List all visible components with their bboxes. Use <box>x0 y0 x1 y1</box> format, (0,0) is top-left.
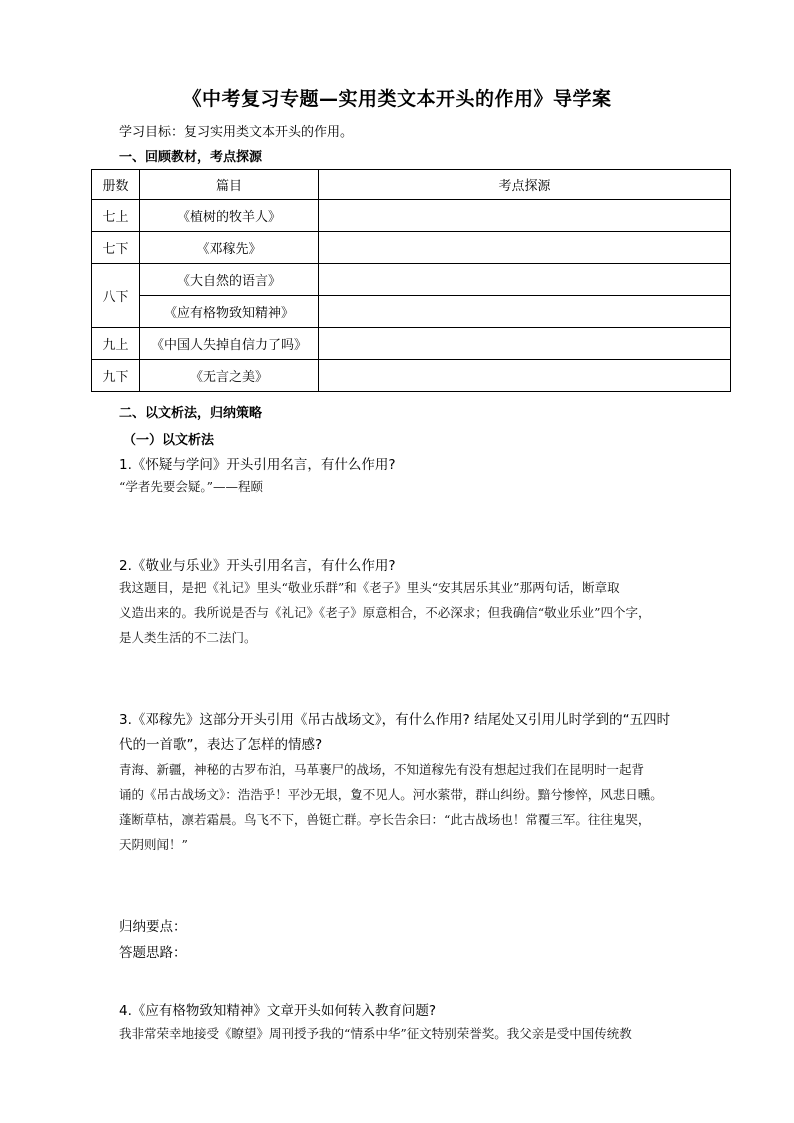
cell-grade: 七下 <box>92 232 140 264</box>
text-line: 我这题目，是把《礼记》里头“敬业乐群”和《老子》里头“安其居乐其业”那两句话，断章取 <box>119 580 620 595</box>
cell-grade: 九下 <box>92 360 140 392</box>
cell-answer <box>319 296 731 328</box>
cell-title: 《大自然的语言》 <box>140 264 319 296</box>
cell-title: 《应有格物致知精神》 <box>140 296 319 328</box>
question-4-text: 我非常荣幸地接受《瞭望》周刊授予我的“情系中华”征文特别荣誉奖。我父亲是受中国传统教 <box>119 1026 632 1041</box>
approach-label: 答题思路： <box>119 945 187 961</box>
learning-goal: 学习目标：复习实用类文本开头的作用。 <box>119 125 354 140</box>
table-row <box>92 200 731 232</box>
header-exam-point: 考点探源 <box>319 170 731 200</box>
cell-answer <box>319 200 731 232</box>
cell-title: 《邓稼先》 <box>140 232 319 264</box>
cell-answer <box>319 360 731 392</box>
text-line: 诵的《吊古战场文》：浩浩乎！平沙无垠，夐不见人。河水萦带，群山纠纷。黯兮惨悴，风悲日曛。 <box>119 787 663 802</box>
cell-title: 《无言之美》 <box>140 360 319 392</box>
question-1-quote: “学者先要会疑。”——程颐 <box>119 479 264 494</box>
table-row <box>92 328 731 360</box>
text-line: 天阴则闻！” <box>119 837 188 852</box>
summary-label: 归纳要点： <box>119 919 187 935</box>
cell-title: 《中国人失掉自信力了吗》 <box>140 328 319 360</box>
cell-title: 《植树的牧羊人》 <box>140 200 319 232</box>
table-row <box>92 232 731 264</box>
header-title: 篇目 <box>140 170 319 200</box>
text-line: 蓬断草枯，凛若霜晨。鸟飞不下，兽铤亡群。亭长告余曰：“此古战场也！常覆三军。往往鬼哭， <box>119 812 651 827</box>
question-3-line-2: 代的一首歌”，表达了怎样的情感? <box>119 737 323 753</box>
cell-answer <box>319 264 731 296</box>
cell-answer <box>319 328 731 360</box>
subsection-heading: （一）以文析法 <box>123 433 215 448</box>
cell-grade: 七上 <box>92 200 140 232</box>
cell-answer <box>319 232 731 264</box>
question-2: 2.《敬业与乐业》开头引用名言，有什么作用? <box>119 558 396 574</box>
question-1: 1.《怀疑与学问》开头引用名言，有什么作用? <box>119 457 396 473</box>
question-3-line-1: 3.《邓稼先》这部分开头引用《吊古战场文》，有什么作用? 结尾处又引用儿时学到的“五四时 <box>119 712 671 728</box>
text-line: 义造出来的。我所说是否与《礼记》《老子》原意相合，不必深求；但我确信“敬业乐业”四个字， <box>119 605 651 620</box>
section-heading-strategy: 二、以文析法，归纳策略 <box>119 406 263 421</box>
text-line: 是人类生活的不二法门。 <box>119 630 257 645</box>
textbook-table <box>91 169 731 392</box>
question-4: 4.《应有格物致知精神》文章开头如何转入教育问题? <box>119 1003 437 1019</box>
table-row <box>92 296 731 328</box>
table-header-row <box>92 170 731 200</box>
header-grade: 册数 <box>92 170 140 200</box>
cell-grade: 九上 <box>92 328 140 360</box>
cell-grade: 八下 <box>92 264 140 328</box>
section-heading-review: 一、回顾教材，考点探源 <box>119 150 263 165</box>
text-line: 青海、新疆，神秘的古罗布泊，马革裹尸的战场，不知道稼先有没有想起过我们在昆明时一起背 <box>119 762 645 777</box>
table-row <box>92 264 731 296</box>
question-3-text <box>119 760 663 860</box>
table-row <box>92 360 731 392</box>
page-title: 《中考复习专题—实用类文本开头的作用》导学案 <box>182 88 612 110</box>
question-2-text <box>119 578 651 653</box>
